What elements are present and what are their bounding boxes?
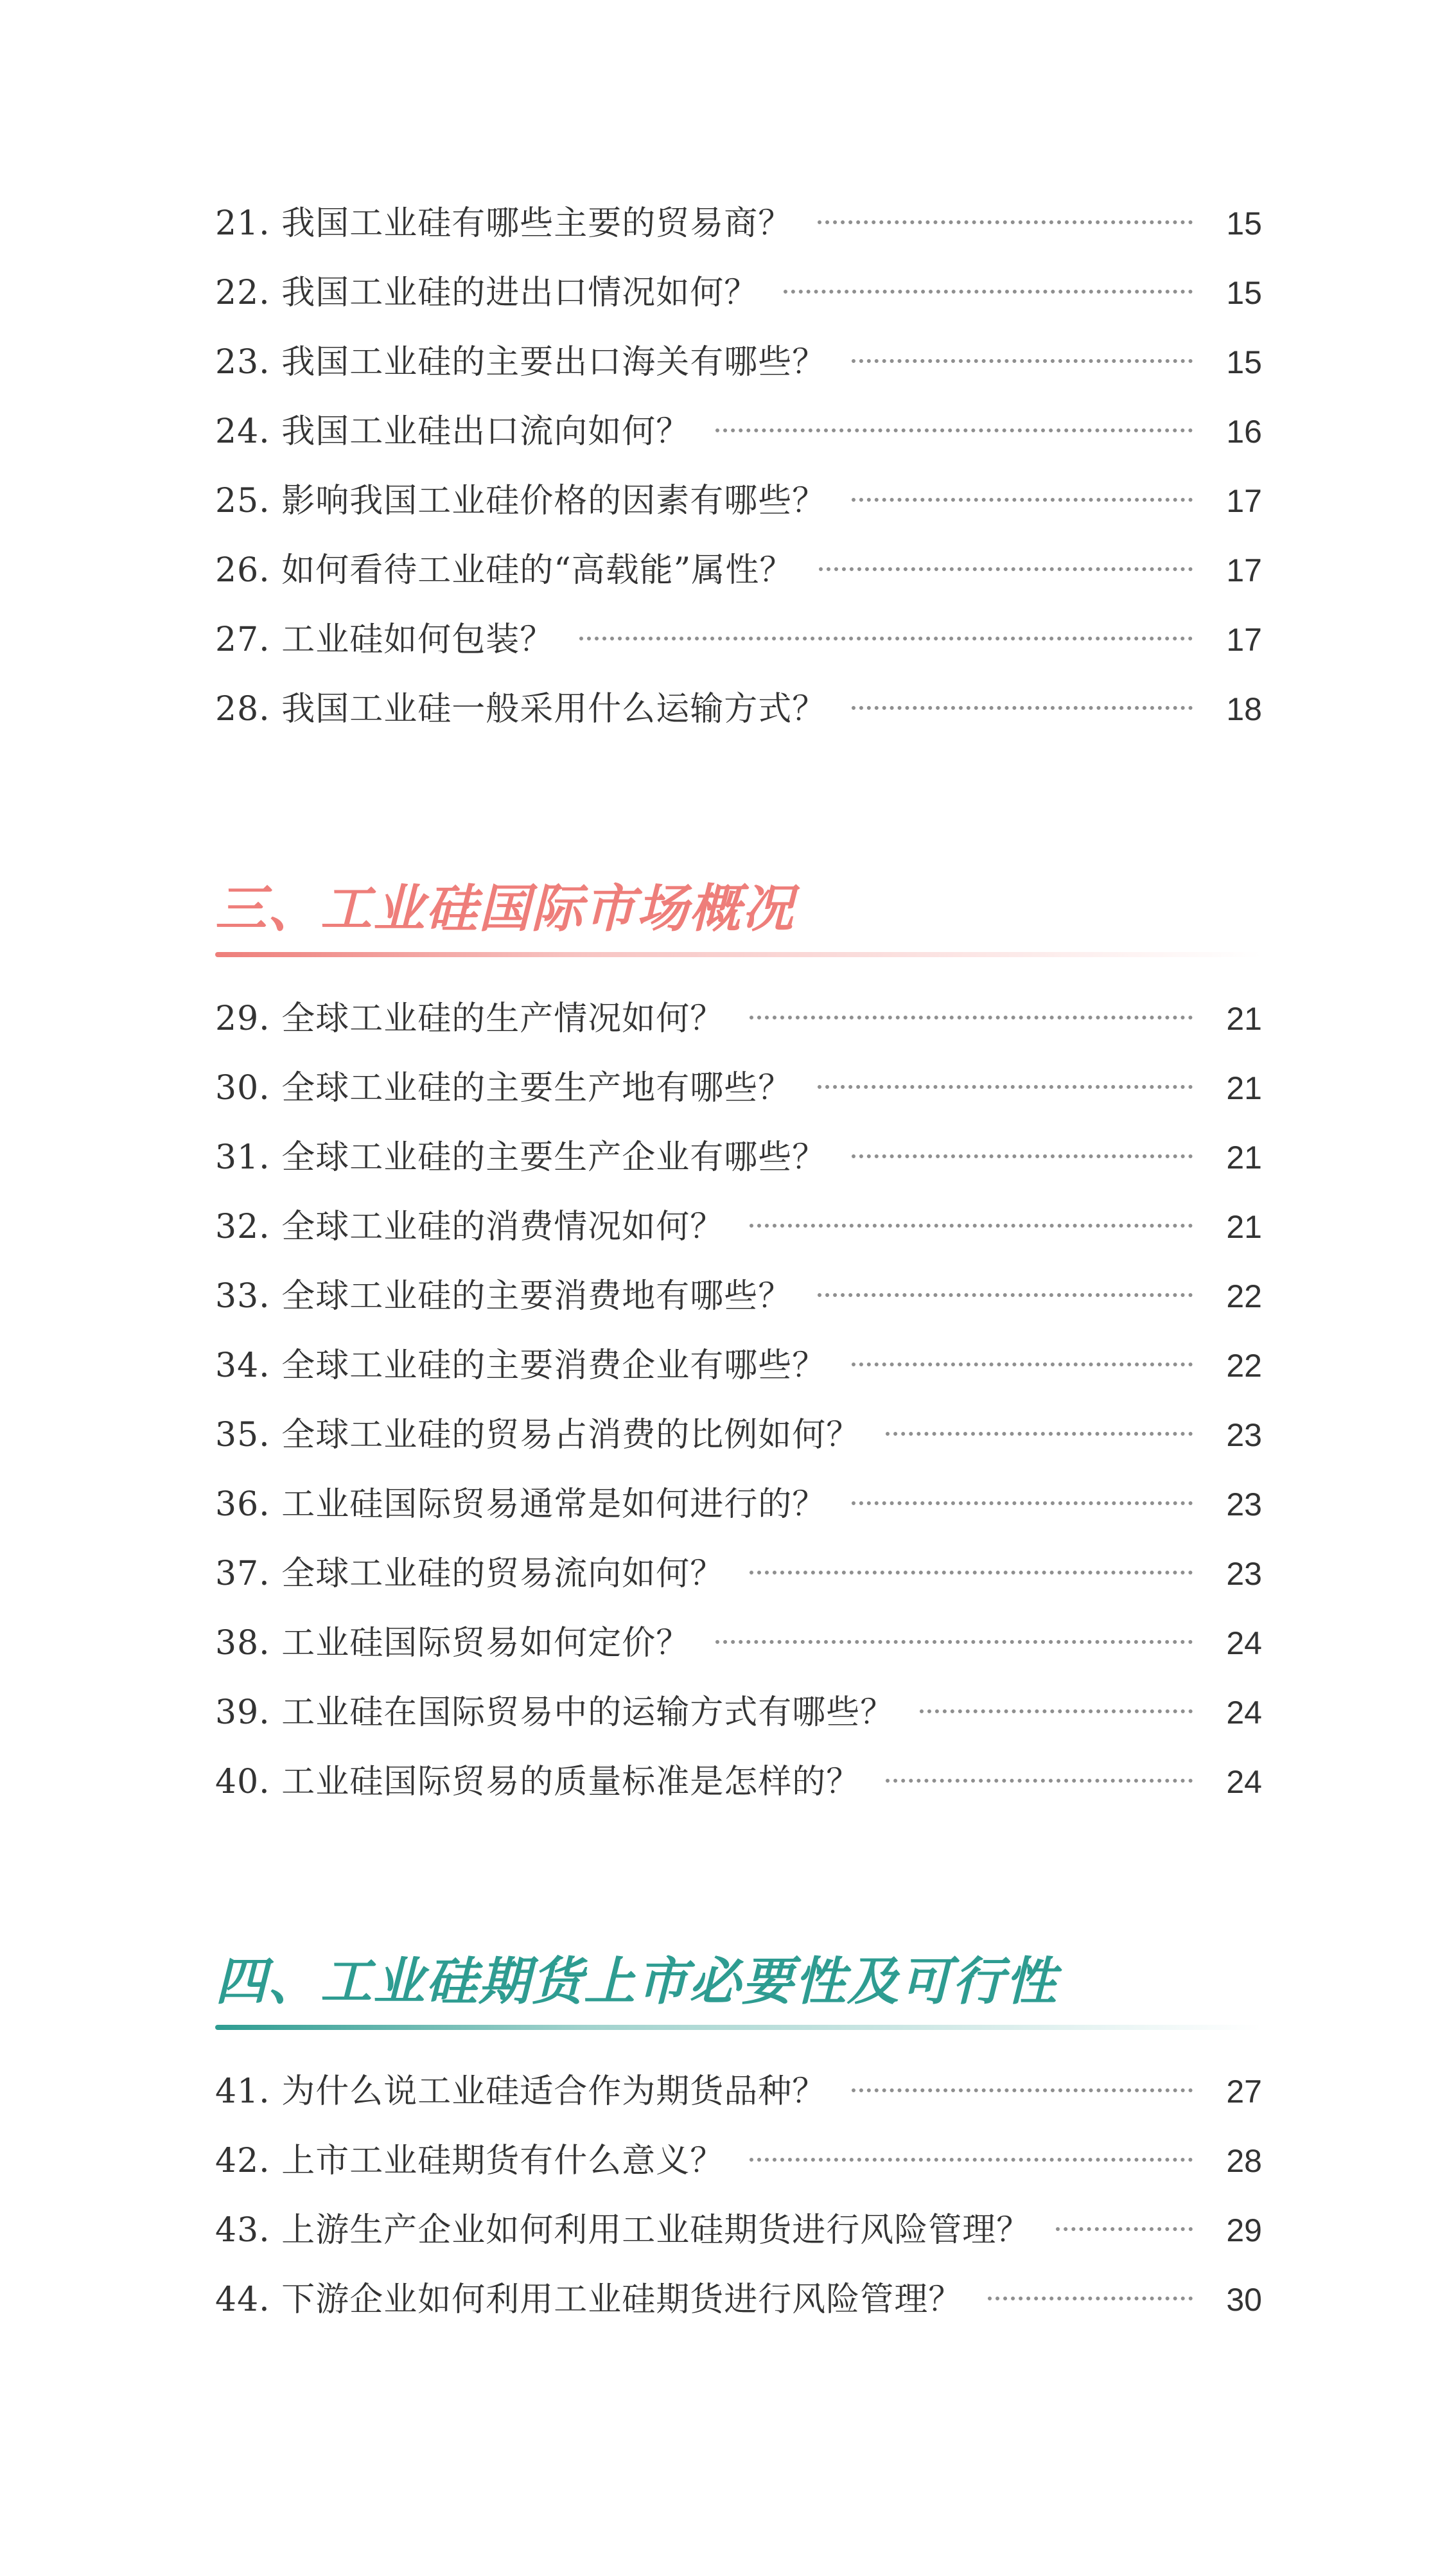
toc-leader-dots	[1056, 2227, 1193, 2231]
toc-group-futures-listing	[215, 2057, 1262, 2334]
toc-entry-title: 21. 我国工业硅有哪些主要的贸易商？	[215, 204, 793, 243]
toc-entry-title: 22. 我国工业硅的进出口情况如何？	[215, 274, 759, 312]
toc-entry[interactable]	[215, 189, 1262, 258]
toc-entry[interactable]	[215, 1470, 1262, 1539]
toc-entry[interactable]	[215, 1678, 1262, 1747]
section-heading-futures-listing[interactable]: 四、工业硅期货上市必要性及可行性	[215, 1952, 1058, 2011]
toc-entry[interactable]	[215, 328, 1262, 397]
toc-entry[interactable]	[215, 1539, 1262, 1609]
toc-entry-page: 15	[1226, 275, 1262, 311]
toc-entry-page: 27	[1226, 2074, 1262, 2110]
toc-leader-dots	[852, 1363, 1193, 1366]
toc-entry-page: 21	[1226, 1140, 1262, 1176]
toc-leader-dots	[852, 359, 1193, 363]
toc-entry-page: 24	[1226, 1764, 1262, 1800]
toc-entry[interactable]	[215, 2265, 1262, 2334]
toc-leader-dots	[886, 1432, 1193, 1436]
toc-leader-dots	[818, 220, 1193, 224]
toc-entry[interactable]	[215, 1123, 1262, 1192]
toc-entry[interactable]	[215, 1609, 1262, 1678]
section-heading-underline	[215, 952, 1262, 957]
toc-entry[interactable]	[215, 1747, 1262, 1817]
toc-entry-title: 28. 我国工业硅一般采用什么运输方式？	[215, 690, 827, 728]
toc-entry-title: 38. 工业硅国际贸易如何定价？	[215, 1624, 690, 1663]
toc-group-international-market	[215, 984, 1262, 1817]
toc-entry[interactable]	[215, 2196, 1262, 2265]
toc-entry-title: 36. 工业硅国际贸易通常是如何进行的？	[215, 1485, 827, 1524]
toc-entry[interactable]	[215, 397, 1262, 466]
toc-leader-dots	[852, 1154, 1193, 1158]
toc-entry-page: 17	[1226, 483, 1262, 519]
toc-entry-page: 29	[1226, 2212, 1262, 2248]
toc-leader-dots	[750, 1224, 1193, 1228]
toc-leader-dots	[750, 1571, 1193, 1574]
toc-entry-title: 24. 我国工业硅出口流向如何？	[215, 412, 690, 451]
toc-entry[interactable]	[215, 466, 1262, 536]
toc-entry-page: 23	[1226, 1556, 1262, 1592]
toc-leader-dots	[750, 2158, 1193, 2162]
toc-entry-page: 21	[1226, 1001, 1262, 1037]
toc-entry-title: 41. 为什么说工业硅适合作为期货品种？	[215, 2072, 827, 2111]
toc-entry-page: 23	[1226, 1417, 1262, 1453]
toc-entry-page: 16	[1226, 414, 1262, 450]
toc-entry[interactable]	[215, 605, 1262, 675]
toc-entry-title: 23. 我国工业硅的主要出口海关有哪些？	[215, 343, 827, 382]
toc-entry[interactable]	[215, 1331, 1262, 1400]
toc-leader-dots	[818, 1293, 1193, 1297]
toc-entry[interactable]	[215, 675, 1262, 744]
section-heading-underline	[215, 2025, 1262, 2030]
toc-leader-dots	[988, 2297, 1193, 2300]
toc-entry-title: 26. 如何看待工业硅的“高载能”属性？	[215, 551, 794, 590]
toc-entry-page: 21	[1226, 1070, 1262, 1106]
toc-leader-dots	[920, 1709, 1193, 1713]
toc-leader-dots	[818, 1085, 1193, 1089]
toc-leader-dots	[819, 567, 1193, 571]
toc-leader-dots	[715, 1640, 1193, 1644]
toc-leader-dots	[886, 1779, 1193, 1783]
toc-leader-dots	[852, 2088, 1193, 2092]
toc-leader-dots	[852, 706, 1193, 710]
toc-entry-title: 25. 影响我国工业硅价格的因素有哪些？	[215, 482, 827, 520]
toc-entry-page: 23	[1226, 1486, 1262, 1522]
toc-entry[interactable]	[215, 536, 1262, 605]
toc-entry[interactable]	[215, 2126, 1262, 2196]
toc-entry-page: 24	[1226, 1695, 1262, 1731]
toc-entry[interactable]	[215, 1192, 1262, 1262]
toc-entry-page: 22	[1226, 1348, 1262, 1384]
toc-entry-title: 33. 全球工业硅的主要消费地有哪些？	[215, 1277, 793, 1316]
toc-entry-title: 44. 下游企业如何利用工业硅期货进行风险管理？	[215, 2280, 963, 2319]
toc-entry-page: 21	[1226, 1209, 1262, 1245]
toc-entry-title: 43. 上游生产企业如何利用工业硅期货进行风险管理？	[215, 2211, 1031, 2250]
toc-entry-page: 22	[1226, 1278, 1262, 1314]
toc-entry[interactable]	[215, 2057, 1262, 2126]
toc-entry-page: 15	[1226, 206, 1262, 242]
toc-entry[interactable]	[215, 1400, 1262, 1470]
toc-entry[interactable]	[215, 1262, 1262, 1331]
toc-entry-title: 39. 工业硅在国际贸易中的运输方式有哪些？	[215, 1693, 895, 1732]
toc-entry-title: 42. 上市工业硅期货有什么意义？	[215, 2142, 724, 2180]
toc-entry-page: 30	[1226, 2282, 1262, 2318]
toc-entry-page: 24	[1226, 1625, 1262, 1661]
toc-entry-title: 32. 全球工业硅的消费情况如何？	[215, 1208, 724, 1246]
toc-leader-dots	[852, 498, 1193, 502]
toc-group-trade	[215, 189, 1262, 744]
toc-entry-title: 29. 全球工业硅的生产情况如何？	[215, 1000, 724, 1038]
section-heading-international-market[interactable]: 三、工业硅国际市场概况	[215, 879, 794, 939]
toc-leader-dots	[852, 1501, 1193, 1505]
toc-entry[interactable]	[215, 1054, 1262, 1123]
toc-entry-title: 30. 全球工业硅的主要生产地有哪些？	[215, 1069, 793, 1107]
toc-leader-dots	[715, 428, 1193, 432]
toc-leader-dots	[750, 1016, 1193, 1019]
toc-entry-title: 40. 工业硅国际贸易的质量标准是怎样的？	[215, 1763, 861, 1801]
toc-entry-title: 34. 全球工业硅的主要消费企业有哪些？	[215, 1346, 827, 1385]
toc-entry-page: 28	[1226, 2143, 1262, 2179]
toc-leader-dots	[784, 290, 1193, 294]
toc-entry-page: 18	[1226, 691, 1262, 727]
toc-entry-title: 27. 工业硅如何包装？	[215, 621, 554, 659]
toc-entry-page: 15	[1226, 344, 1262, 380]
toc-entry-page: 17	[1226, 622, 1262, 658]
toc-entry-title: 31. 全球工业硅的主要生产企业有哪些？	[215, 1138, 827, 1177]
toc-entry-title: 35. 全球工业硅的贸易占消费的比例如何？	[215, 1416, 861, 1454]
toc-entry-page: 17	[1226, 552, 1262, 588]
toc-entry-title: 37. 全球工业硅的贸易流向如何？	[215, 1555, 724, 1593]
toc-entry[interactable]	[215, 984, 1262, 1054]
toc-leader-dots	[579, 637, 1193, 640]
toc-entry[interactable]	[215, 258, 1262, 328]
